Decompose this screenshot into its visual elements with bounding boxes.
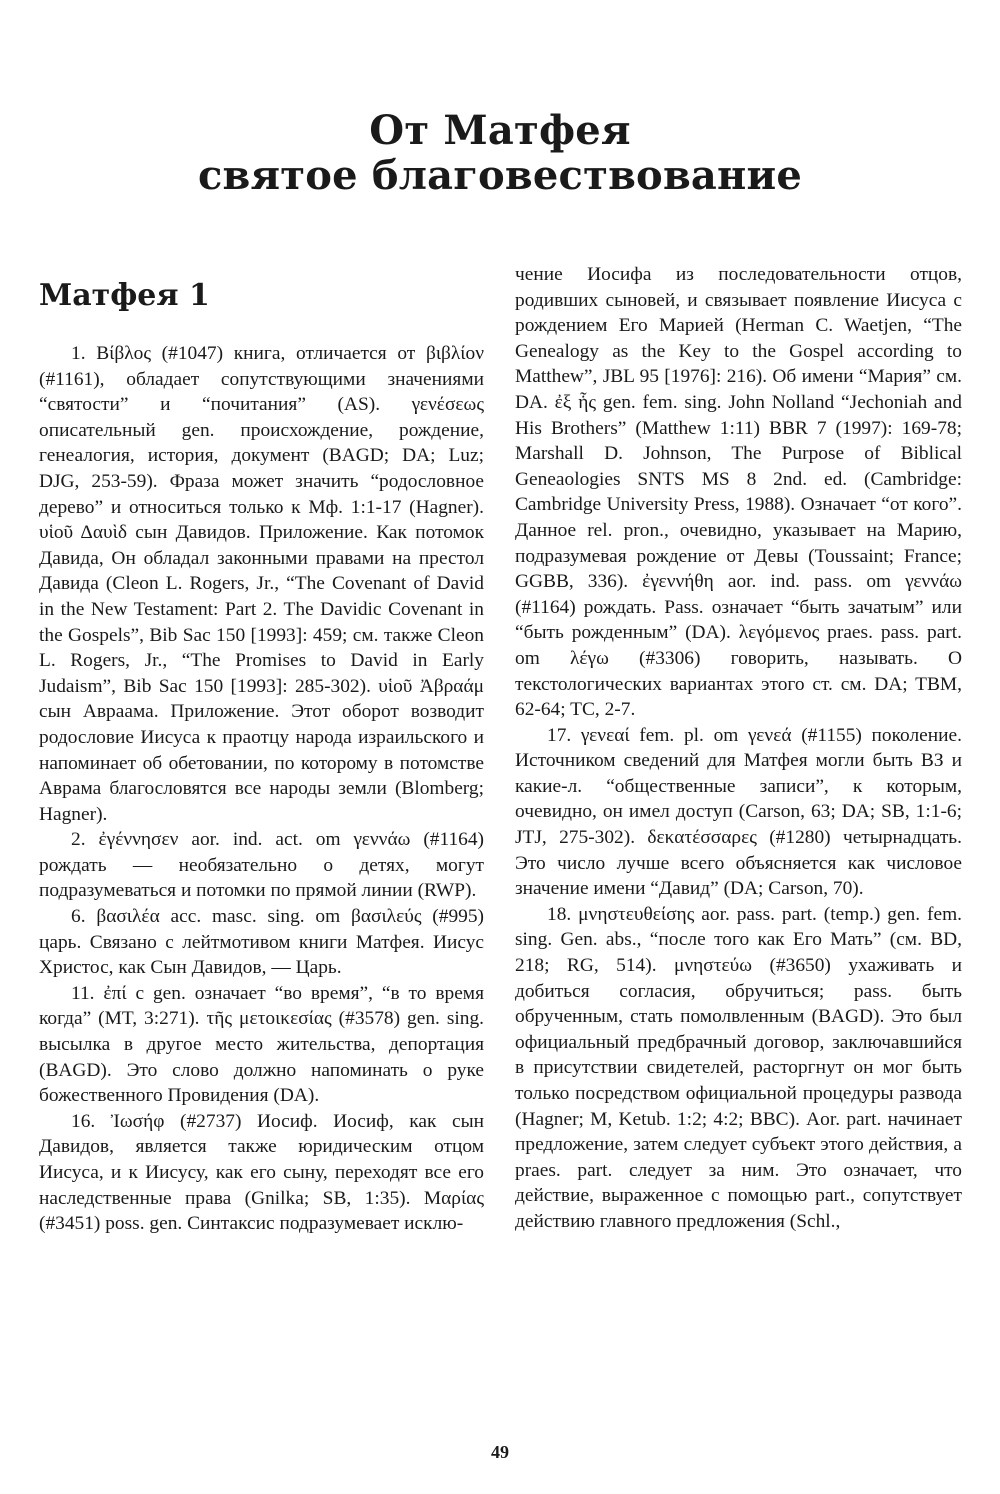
paragraph-verse-18: 18. μνηστευθείσης aor. pass. part. (temp.) gen. fem. sing. Gen. abs., “после того как Его Мать” (см. BD, 218; RG, 514). μνηστεύω (#3650) ухаживать и добиться согласия, обручиться; pass. быть обрученным, стать помолвленным (BAGD). Это был официальный предбрачный договор, заключавшийся в присутствии свидетелей, расторгнут он мог быть только посредством официальной процедуры развода (Hagner; M, Ketub. 1:2; 4:2; BBC). Aor. part. начинает предложение, затем следует субъект этого действия, а praes. part. следует за ним. Это означает, что действие, выраженное с помощью part., сопутствует действию главного предложения (Schl.,	[515, 903, 962, 1232]
left-column	[39, 262, 484, 1432]
paragraph-verse-11: 11. ἐπί с gen. означает “во время”, “в то время когда” (MT, 3:271). τῆς μετοικεσίας (#3578) gen. sing. высылка в другое место жительства, депортация (BAGD). Это слово должно напоминать о руке божественного Провидения (DA).	[39, 982, 484, 1107]
paragraph-continuation: чение Иосифа из последовательности отцов, родивших сыновей, и связывает появление Иисуса с рождением Его Марией (Herman C. Waetjen, “The Genealogy as the Key to the Gospel according to Matthew”, JBL 95 [1976]: 216). Об имени “Мария” см. DA. ἐξ ἧς gen. fem. sing. John Nolland “Jechoniah and His Brothers” (Matthew 1:11) BBR 7 (1997): 169-78; Marshall D. Johnson, The Purpose of Biblical Geneaologies SNTS MS 8 2nd. ed. (Cambridge: Cambridge University Press, 1988). Означает “от кого”. Данное rel. pron., очевидно, указывает на Марию, подразумевая рождение от Девы (Toussaint; France; GGBB, 336). ἐγεννήθη aor. ind. pass. om γεννάω (#1164) рождать. Pass. означает “быть зачатым” или “быть рожденным” (DA). λεγόμενος praes. pass. part. om λέγω (#3306) говорить, называть. О текстологических вариантах этого ст. см. DA; TBM, 62-64; TC, 2-7.	[515, 264, 962, 721]
page-title	[0, 108, 1000, 198]
paragraph-verse-6: 6. βασιλέα acc. masc. sing. om βασιλεύς (#995) царь. Связано с лейтмотивом книги Матфея. Иисус Христос, как Сын Давидов, — Царь.	[39, 906, 484, 979]
title-line-2: святое благовествование	[197, 152, 803, 199]
paragraph-verse-16: 16. Ἰωσήφ (#2737) Иосиф. Иосиф, как сын Давидов, является также юридическим отцом Иисуса, и к Иисусу, как его сыну, переходят все его наследственные права (Gnilka; SB, 1:35). Μαρίας (#3451) poss. gen. Синтаксис подразумевает исклю-	[39, 1110, 484, 1235]
chapter-heading: Матфея 1	[39, 278, 210, 313]
paragraph-verse-1: 1. Βίβλος (#1047) книга, отличается от βιβλίον (#1161), обладает сопутствующими значениями “святости” и “почитания” (AS). γενέσεως описательный gen. происхождение, рождение, генеалогия, история, документ (BAGD; DA; Luz; DJG, 253-59). Фраза может значить “родословное дерево” и относиться только к Мф. 1:1-17 (Hagner). υἱοῦ Δαυὶδ сын Давидов. Приложение. Как потомок Давида, Он обладал законными правами на престол Давида (Cleon L. Rogers, Jr., “The Covenant of David in the New Testament: Part 2. The Davidic Covenant in the Gospels”, Bib Sac 150 [1993]: 459; см. также Cleon L. Rogers, Jr., “The Promises to David in Early Judaism”, Bib Sac 150 [1993]: 285-302). υἱοῦ Ἀβραάμ сын Авраама. Приложение. Этот оборот возводит родословие Иисуса к праотцу народа израильского и напоминает об обетовании, по которому в потомстве Аврама благословятся все народы земли (Blomberg; Hagner).	[39, 343, 484, 825]
paragraph-verse-17: 17. γενεαί fem. pl. om γενεά (#1155) поколение. Источником сведений для Матфея могли быть ВЗ и какие-л. “общественные записи”, к которым, очевидно, он имел доступ (Carson, 63; DA; SB, 1:1-6; JTJ, 275-302). δεκατέσσαρες (#1280) четырнадцать. Это число лучше всего объясняется как числовое значение имени “Давид” (DA; Carson, 70).	[515, 724, 962, 900]
page-number: 49	[491, 1442, 509, 1462]
paragraph-verse-2: 2. ἐγέννησεν aor. ind. act. om γεννάω (#1164) рождать — необязательно о детях, могут подразумеваться и потомки по прямой линии (RWP).	[39, 829, 484, 902]
title-line-1: От Матфея	[369, 107, 631, 154]
right-column	[515, 262, 962, 1432]
